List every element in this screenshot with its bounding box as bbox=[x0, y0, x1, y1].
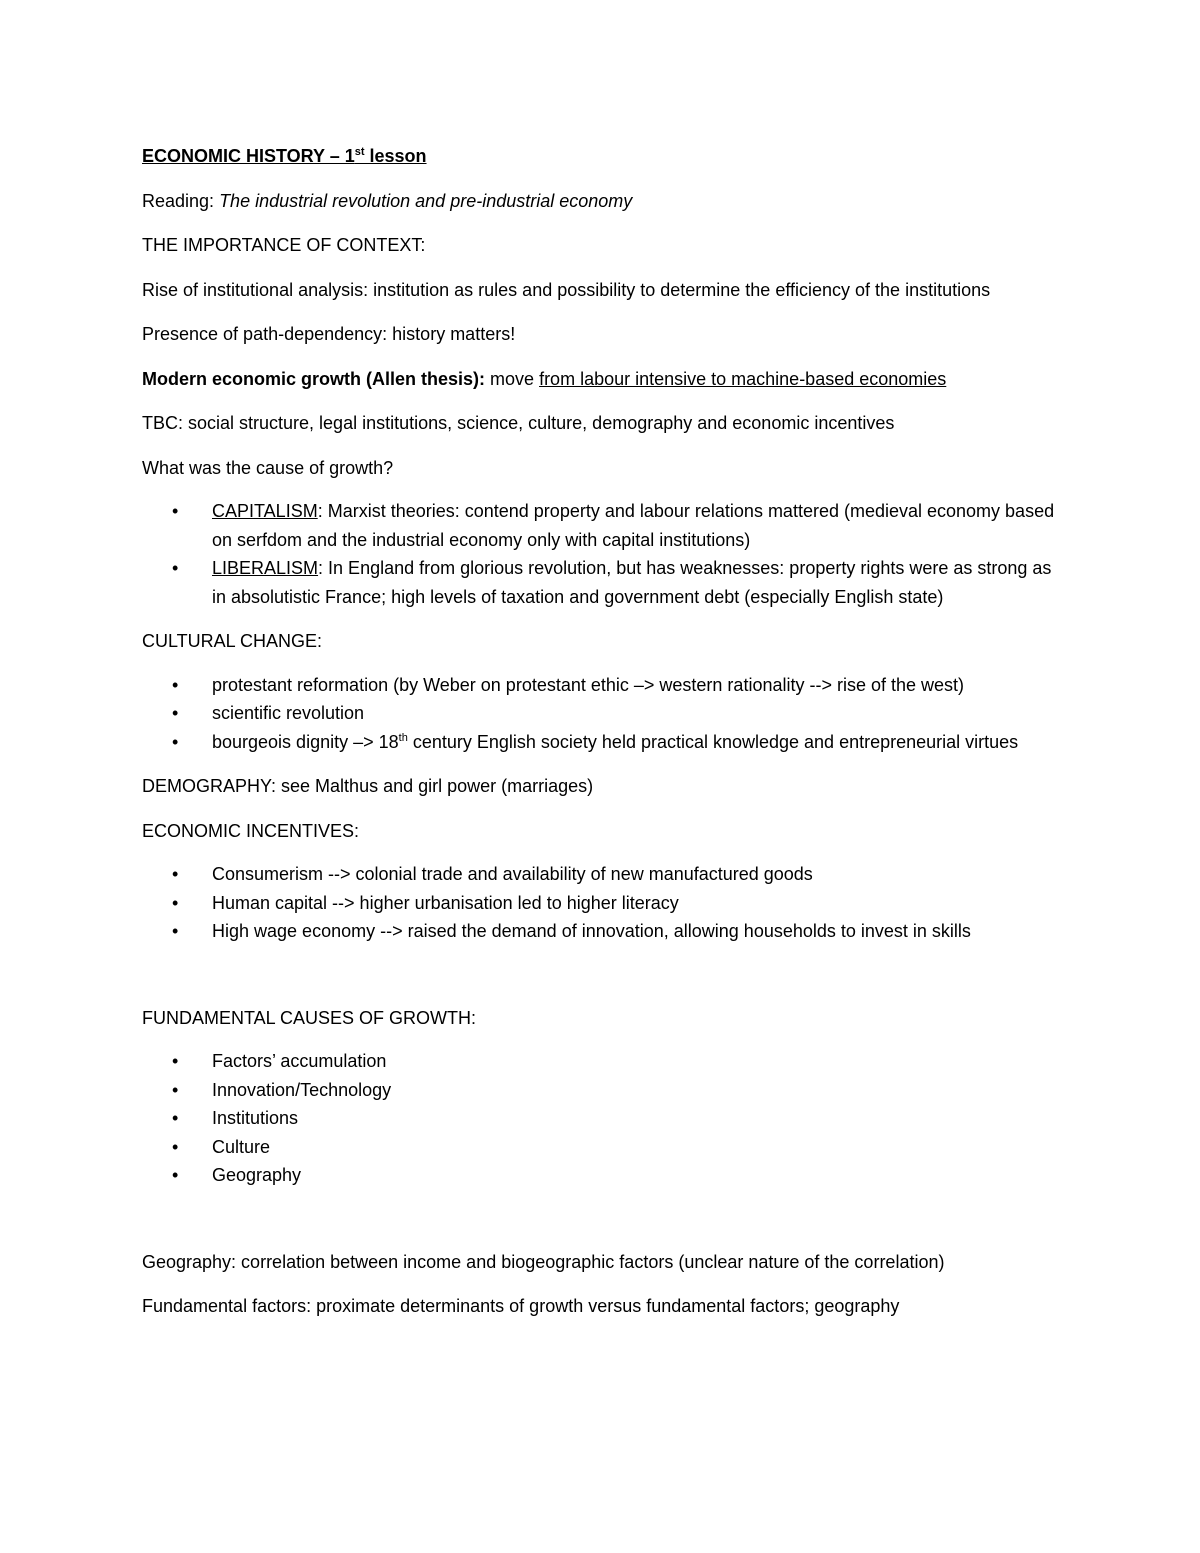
list-item: • scientific revolution bbox=[142, 699, 1060, 728]
list-item: • Factors’ accumulation bbox=[142, 1047, 1060, 1076]
institutional-analysis: Rise of institutional analysis: institution as rules and possibility to determine the efficiency of the institutions bbox=[142, 279, 991, 300]
demography-line: DEMOGRAPHY: see Malthus and girl power (marriages) bbox=[142, 776, 594, 796]
cultural-list bbox=[142, 671, 1060, 757]
modern-growth: Modern economic growth (Allen thesis): move from labour intensive to machine-based economies bbox=[142, 368, 947, 389]
list-item: • Innovation/Technology bbox=[142, 1076, 1060, 1105]
cause-list bbox=[142, 497, 1060, 611]
incentives-heading: ECONOMIC INCENTIVES: bbox=[142, 820, 360, 841]
list-item: • LIBERALISM: In England from glorious revolution, but has weaknesses: property rights were as strong as in absolutistic France; high levels of taxation and government debt (especially English state) bbox=[142, 554, 1060, 611]
context-heading: THE IMPORTANCE OF CONTEXT: bbox=[142, 235, 426, 255]
list-item: • Consumerism --> colonial trade and availability of new manufactured goods bbox=[142, 860, 1060, 889]
list-item: • protestant reformation (by Weber on protestant ethic –> western rationality --> rise of the west) bbox=[142, 671, 1060, 700]
list-item: • Culture bbox=[142, 1133, 1060, 1162]
cultural-heading: CULTURAL CHANGE: bbox=[142, 631, 323, 651]
reading-title: The industrial revolution and pre-industrial economy bbox=[219, 190, 633, 211]
list-item: • CAPITALISM: Marxist theories: contend property and labour relations mattered (medieval economy based on serfdom and the industrial economy only with capital institutions) bbox=[142, 497, 1060, 554]
fundamental-factors-line: Fundamental factors: proximate determinants of growth versus fundamental factors; geography bbox=[142, 1296, 900, 1316]
list-item: • Human capital --> higher urbanisation led to higher literacy bbox=[142, 889, 1060, 918]
spacer bbox=[142, 1206, 1060, 1248]
incentives-list bbox=[142, 860, 1060, 946]
geography-line: Geography: correlation between income and biogeographic factors (unclear nature of the correlation) bbox=[142, 1251, 945, 1272]
reading-label: Reading: bbox=[142, 190, 220, 211]
page-title: ECONOMIC HISTORY – 1st lesson bbox=[142, 146, 427, 166]
fundamental-list bbox=[142, 1047, 1060, 1190]
fundamental-heading: FUNDAMENTAL CAUSES OF GROWTH: bbox=[142, 1007, 477, 1028]
spacer bbox=[142, 962, 1060, 1004]
list-item: • Institutions bbox=[142, 1104, 1060, 1133]
list-item: • High wage economy --> raised the demand of innovation, allowing households to invest in skills bbox=[142, 917, 1060, 946]
tbc-line: TBC: social structure, legal institutions, science, culture, demography and economic incentives bbox=[142, 413, 895, 433]
list-item: • bourgeois dignity –> 18th century English society held practical knowledge and entrepreneurial virtues bbox=[142, 728, 1060, 757]
cause-question: What was the cause of growth? bbox=[142, 457, 394, 478]
list-item: • Geography bbox=[142, 1161, 1060, 1190]
reading-line bbox=[142, 187, 1060, 216]
path-dependency: Presence of path-dependency: history matters! bbox=[142, 324, 516, 344]
